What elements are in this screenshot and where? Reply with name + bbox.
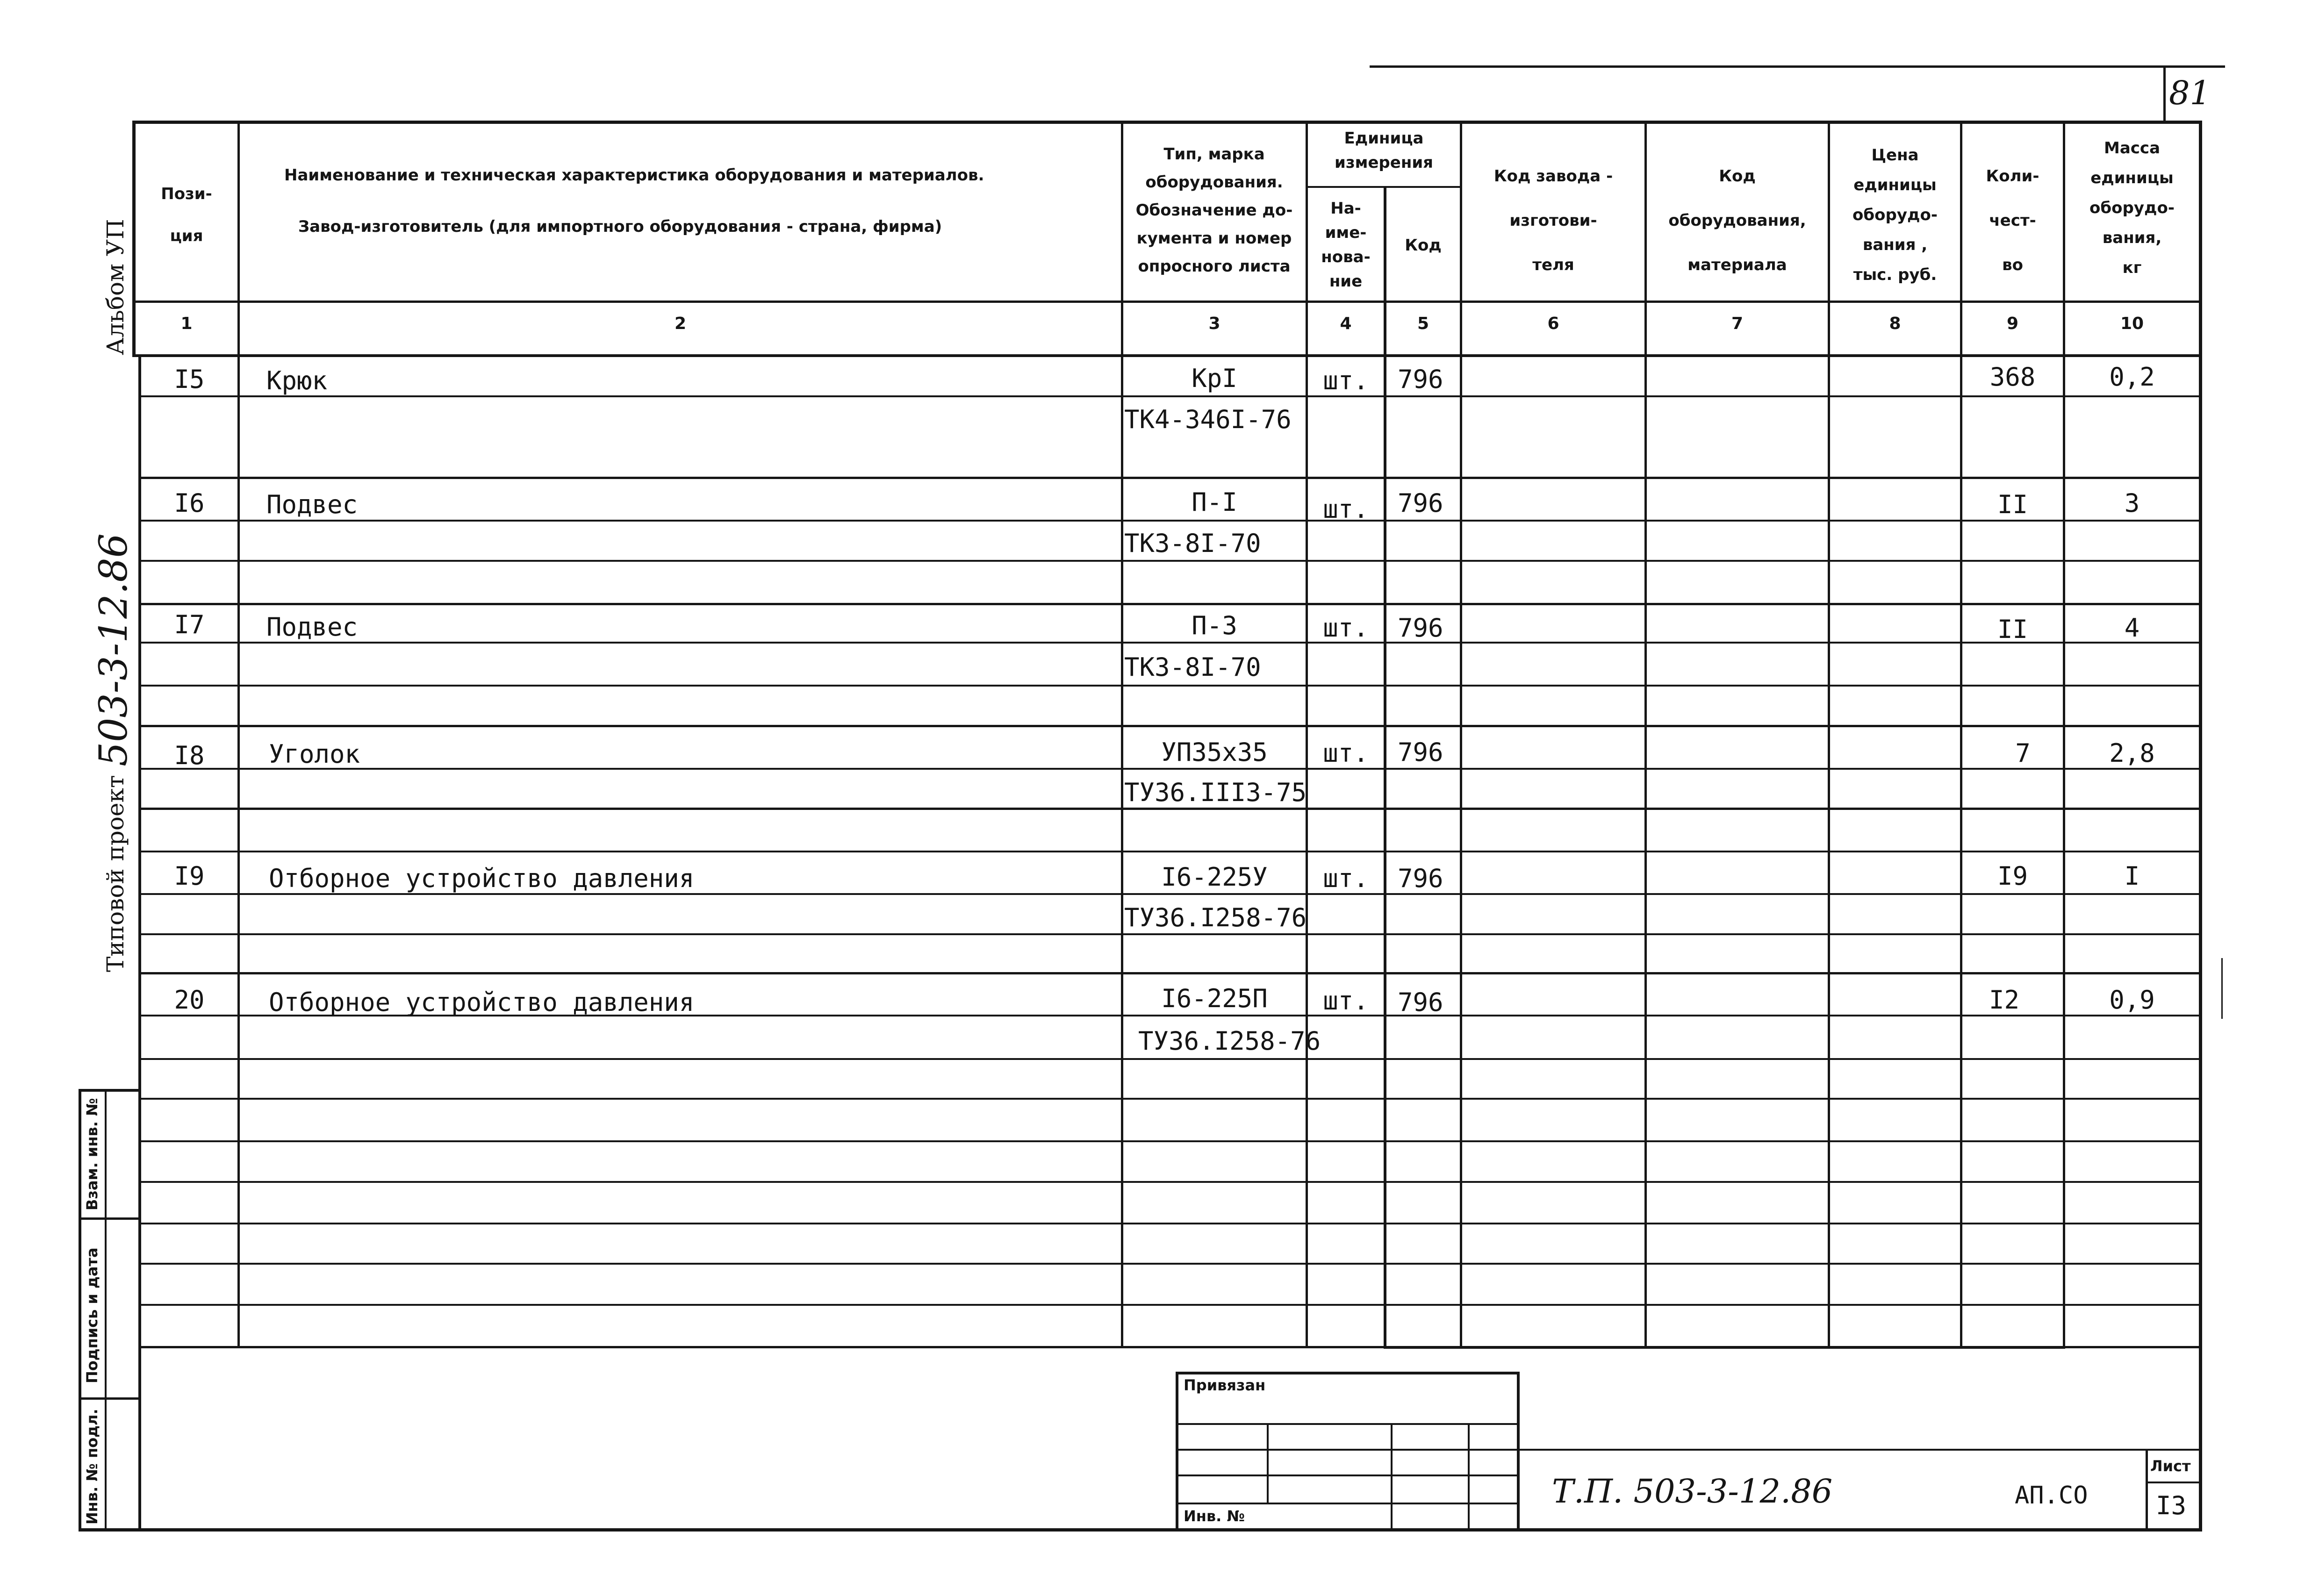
row-type: I6-225У: [1161, 862, 1268, 892]
row-quantity: I2: [1989, 985, 2020, 1015]
sheet-label: Лист: [2150, 1457, 2191, 1475]
row-position: I9: [174, 861, 205, 891]
frame-left-header: [132, 121, 136, 357]
privyazan-label: Привязан: [1184, 1376, 1266, 1394]
row-unit: шт.: [1323, 738, 1369, 768]
header-col7-line1: Код: [1719, 167, 1756, 186]
header-col3-line5: опросного листа: [1138, 257, 1291, 276]
row-name: Крюк: [266, 366, 328, 395]
row-document: ТК3-8I-70: [1124, 652, 1261, 682]
header-col10-line2: единицы: [2090, 169, 2174, 187]
header-col10-line5: кг: [2122, 258, 2142, 277]
row-code: 796: [1398, 613, 1443, 643]
row-name: Подвес: [266, 490, 358, 519]
row-name: Подвес: [266, 612, 358, 642]
header-col3-line2: оборудования.: [1145, 173, 1283, 192]
header-col8-line3: оборудо-: [1852, 206, 1938, 224]
project-typed-label: Типовой проект: [102, 775, 129, 972]
row-quantity: 368: [1989, 362, 2036, 392]
header-col1-line1: Пози-: [161, 185, 212, 203]
header-col2-line2: Завод-изготовитель (для импортного оборудования - страна, фирма): [298, 217, 942, 236]
header-col4-line4: ние: [1329, 272, 1363, 291]
row-quantity: I9: [1997, 861, 2028, 891]
row-name: Уголок: [269, 739, 360, 769]
header-col3-line4: кумента и номер: [1136, 229, 1292, 248]
row-type: П-3: [1192, 611, 1237, 640]
row-quantity: 7: [2015, 738, 2031, 768]
row-position: I6: [174, 488, 205, 518]
header-col9-line1: Коли-: [1986, 167, 2039, 186]
row-position: I7: [174, 610, 205, 639]
row-unit: шт.: [1323, 864, 1369, 893]
header-col3-line3: Обозначение до-: [1135, 201, 1293, 220]
row-document: ТК4-346I-76: [1124, 405, 1292, 434]
header-col2-line1: Наименование и техническая характеристика оборудования и материалов.: [284, 166, 984, 185]
header-col6-line1: Код завода -: [1493, 167, 1613, 186]
project-designation: Т.П. 503-3-12.86: [1552, 1472, 1833, 1510]
column-number-5: 5: [1417, 314, 1429, 333]
document-code: АП.СО: [2015, 1481, 2088, 1510]
row-quantity: II: [1997, 490, 2028, 519]
header-col8-line5: тыс. руб.: [1853, 265, 1937, 284]
row-mass: 0,9: [2109, 985, 2155, 1015]
sheet-number: I3: [2156, 1491, 2187, 1520]
header-col1-line2: ция: [170, 227, 203, 245]
row-unit: шт.: [1323, 613, 1369, 643]
header-col8-line2: единицы: [1853, 176, 1937, 194]
header-col8-line1: Цена: [1871, 146, 1919, 165]
row-quantity: II: [1997, 615, 2028, 644]
frame-bottom: [140, 1528, 2202, 1532]
row-mass: 3: [2124, 488, 2140, 518]
column-number-6: 6: [1547, 314, 1559, 333]
row-document: ТК3-8I-70: [1124, 529, 1261, 558]
header-col9-line3: во: [2002, 256, 2023, 274]
row-code: 796: [1398, 737, 1443, 767]
stamp-sign-date: Подпись и дата: [83, 1247, 101, 1383]
row-mass: I: [2124, 861, 2140, 891]
header-col5: Код: [1405, 236, 1442, 255]
column-number-1: 1: [180, 314, 193, 333]
row-type: КрI: [1192, 364, 1237, 393]
header-col7-line2: оборудования,: [1668, 211, 1806, 230]
column-number-8: 8: [1889, 314, 1901, 333]
inv-no-label: Инв. №: [1184, 1507, 1245, 1525]
frame-right: [2199, 121, 2202, 1532]
header-col4-line3: нова-: [1321, 248, 1371, 266]
column-number-4: 4: [1340, 314, 1352, 333]
header-col8-line4: вания ,: [1862, 236, 1928, 254]
row-code: 796: [1398, 488, 1443, 518]
page-number: 81: [2169, 74, 2211, 112]
row-name: Отборное устройство давления: [269, 864, 695, 893]
header-col6-line2: изготови-: [1509, 211, 1597, 230]
row-position: 20: [174, 985, 205, 1015]
row-code: 796: [1398, 988, 1443, 1017]
row-document: ТУ36.I258-76: [1124, 903, 1307, 932]
stamp-vzam-inv: Взам. инв. №: [83, 1098, 101, 1210]
stamp-inv-podl: Инв. № подл.: [83, 1409, 101, 1524]
project-number-handwritten: 503-3-12.86: [92, 533, 136, 766]
row-type: I6-225П: [1161, 984, 1268, 1013]
row-mass: 4: [2124, 613, 2140, 643]
column-number-3: 3: [1208, 314, 1221, 333]
column-number-9: 9: [2006, 314, 2019, 333]
row-document: ТУ36.III3-75: [1124, 778, 1307, 807]
header-col7-line3: материала: [1687, 256, 1787, 274]
row-type: П-I: [1192, 487, 1237, 517]
row-code: 796: [1398, 864, 1443, 893]
header-col6-line3: теля: [1532, 256, 1574, 274]
row-code: 796: [1398, 365, 1443, 394]
header-col10-line4: вания,: [2102, 229, 2162, 247]
row-type: УП35х35: [1161, 737, 1268, 767]
column-number-7: 7: [1731, 314, 1744, 333]
album-label: Альбом УП: [102, 219, 129, 355]
row-position: I8: [174, 741, 205, 770]
row-unit: шт.: [1323, 986, 1369, 1016]
header-col10-line3: оборудо-: [2089, 199, 2175, 217]
header-unit-line2: измерения: [1335, 153, 1433, 172]
column-number-10: 10: [2120, 314, 2144, 333]
row-unit: шт.: [1323, 494, 1369, 524]
frame-left: [138, 357, 141, 1532]
header-col9-line2: чест-: [1989, 211, 2036, 230]
header-col4-line1: На-: [1330, 199, 1361, 218]
header-col3-line1: Тип, марка: [1163, 145, 1265, 164]
row-document: ТУ36.I258-76: [1138, 1026, 1321, 1056]
row-unit: шт.: [1323, 366, 1369, 395]
row-position: I5: [174, 365, 205, 394]
frame-top: [132, 121, 2202, 124]
row-name: Отборное устройство давления: [269, 988, 695, 1017]
header-col4-line2: име-: [1325, 223, 1367, 242]
row-mass: 2,8: [2109, 738, 2155, 768]
header-col10-line1: Масса: [2104, 139, 2161, 157]
row-mass: 0,2: [2109, 362, 2155, 392]
header-unit-line1: Единица: [1344, 129, 1424, 148]
column-number-2: 2: [674, 314, 687, 333]
